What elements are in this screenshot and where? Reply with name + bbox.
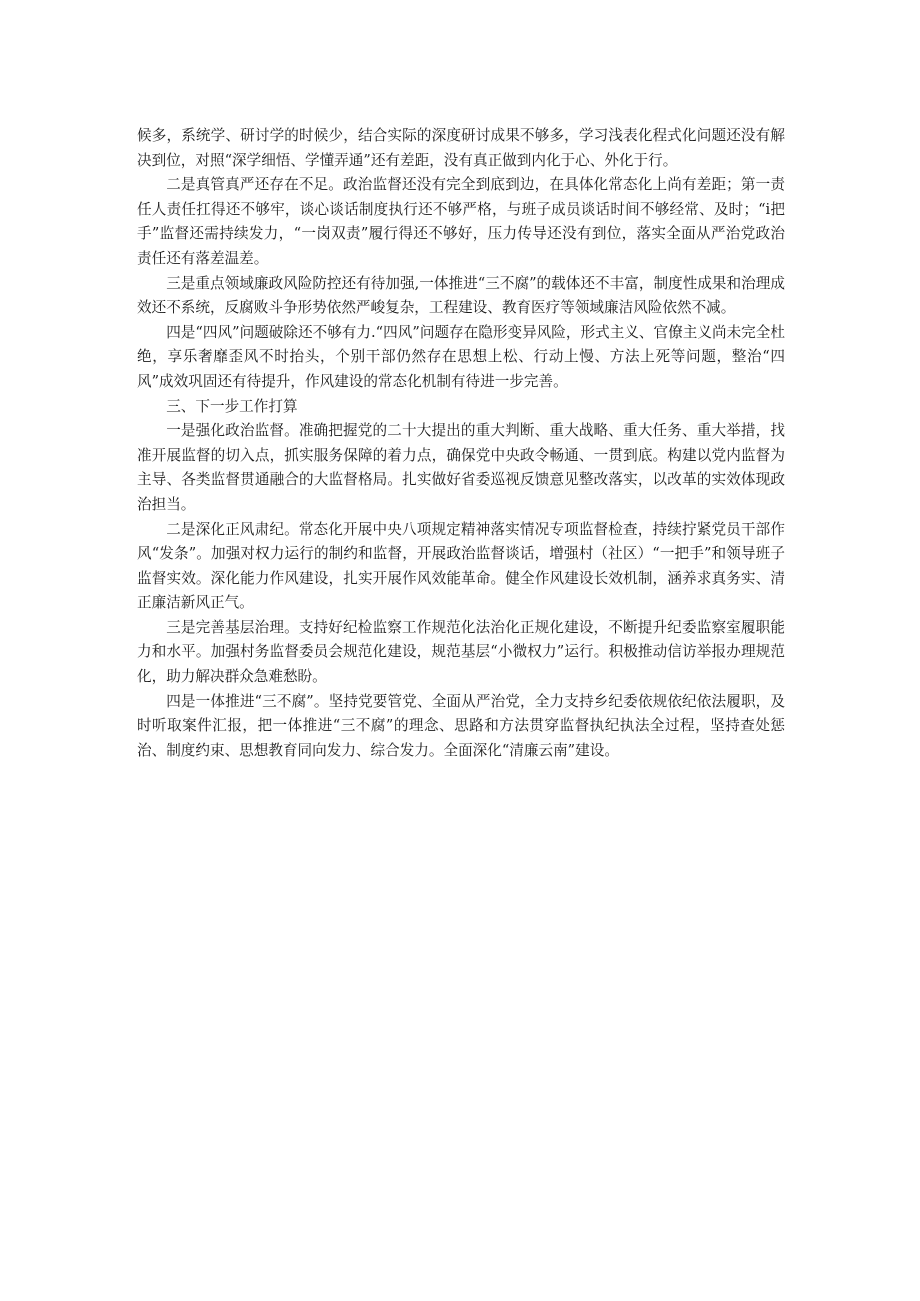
paragraph-discipline: 二是深化正风肃纪。常态化开展中央八项规定精神落实情况专项监督检查，持续拧紧党员干部作风“发条”。加强对权力运行的制约和监督，开展政治监督谈话，增强村（社区）“一把手”和领导班子监督实效。深化能力作风建设，扎实开展作风效能革命。健全作风建设长效机制，涵养求真务实、清正廉洁新风正气。: [137, 520, 785, 612]
paragraph-continued: 候多，系统学、研讨学的时候少，结合实际的深度研讨成果不够多，学习浅表化程式化问题还没有解决到位，对照“深学细悟、学懂弄通”还有差距，没有真正做到内化于心、外化于行。: [137, 127, 785, 169]
paragraph-grassroots: 三是完善基层治理。支持好纪检监察工作规范化法治化正规化建设，不断提升纪委监察室履职能力和水平。加强村务监督委员会规范化建设，规范基层“小微权力”运行。积极推动信访举报办理规范化，助力解决群众急难愁盼。: [137, 618, 785, 686]
paragraph-oversight-gap: 二是真管真严还存在不足。政治监督还没有完全到底到边，在具体化常态化上尚有差距；第一责任人责任扛得还不够牢，谈心谈话制度执行还不够严格，与班子成员谈话时间不够经常、及时；“i把手”监督还需持续发力，“一岗双责”履行得还不够好，压力传导还没有到位，落实全面从严治党政治责任还有落差温差。: [137, 176, 785, 267]
paragraph-four-winds: 四是“四风”问题破除还不够有力.“四风”问题存在隐形变异风险，形式主义、官僚主义尚未完全杜绝，享乐奢靡歪风不时抬头，个别干部仍然存在思想上松、行动上慢、方法上死等问题，整治“四风”成效巩固还有待提升，作风建设的常态化机制有待进一步完善。: [137, 323, 785, 390]
document-body: [137, 124, 785, 763]
paragraph-risk-control: 三是重点领域廉政风险防控还有待加强,一体推进“三不腐”的载体还不丰富，制度性成果和治理成效还不系统，反腐败斗争形势依然严峻复杂，工程建设、教育医疗等领域廉洁风险依然不减。: [137, 274, 785, 317]
section-heading-next-steps: 三、下一步工作打算: [166, 397, 298, 415]
paragraph-political-supervision: 一是强化政治监督。准确把握党的二十大提出的重大判断、重大战略、重大任务、重大举措，找准开展监督的切入点，抓实服务保障的着力点，确保党中央政令畅通、一贯到底。构建以党内监督为主导、各类监督贯通融合的大监督格局。扎实做好省委巡视反馈意见整改落实，以改革的实效体现政治担当。: [137, 422, 785, 513]
paragraph-three-nots: 四是一体推进“三不腐”。坚持党要管党、全面从严治党，全力支持乡纪委依规依纪依法履职，及时听取案件汇报，把一体推进“三不腐”的理念、思路和方法贯穿监督执纪执法全过程，坚持查处惩治、制度约束、思想教育同向发力、综合发力。全面深化“清廉云南”建设。: [137, 692, 785, 759]
